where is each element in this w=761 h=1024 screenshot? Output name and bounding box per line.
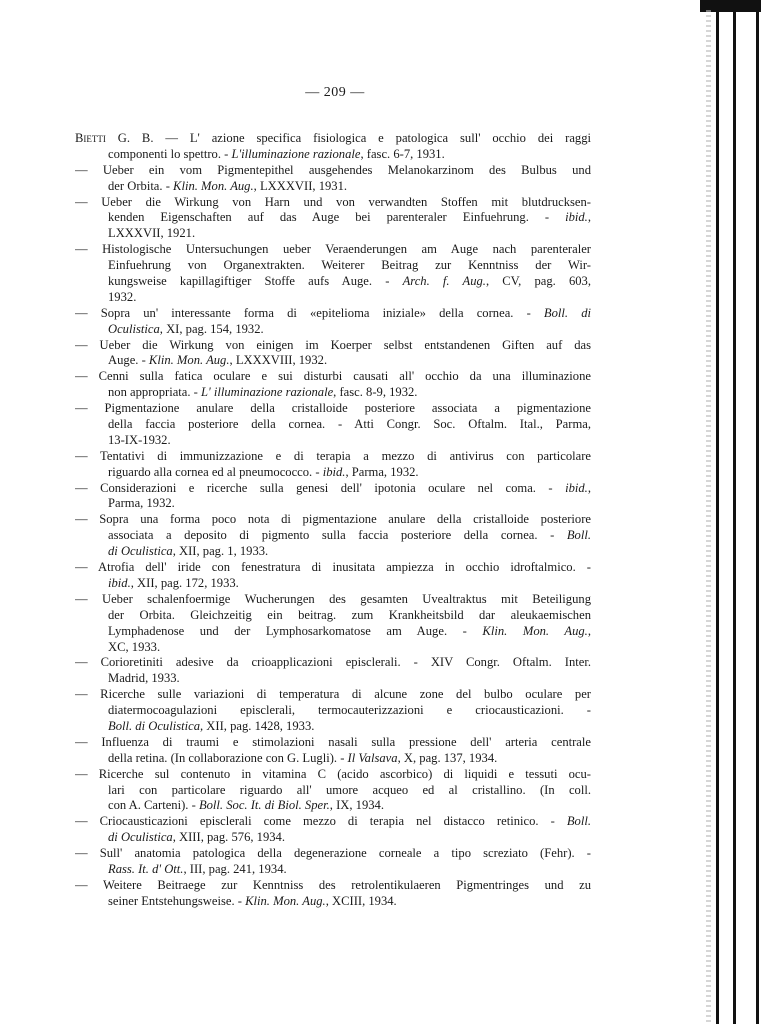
entry-text: LXXXVII, 1921. bbox=[108, 226, 196, 241]
entry-line bbox=[108, 226, 591, 242]
entry-text: XII, pag. 1428, 1933. bbox=[203, 718, 315, 733]
entry-text: , bbox=[587, 210, 591, 225]
entry-line bbox=[75, 687, 591, 703]
entry-text: della faccia posteriore della cornea. - Atti Congr. Soc. Oftalm. Ital., Parma, bbox=[108, 417, 591, 432]
journal-title: ibid. bbox=[565, 480, 588, 495]
entry-text: — Ueber die Wirkung von Harn und von verwandten Stoffen mit blutdrucksen- bbox=[75, 194, 591, 209]
bibliography-entry bbox=[75, 846, 591, 878]
entry-text: — Cenni sulla fatica oculare e sui disturbi causati all' occhio da una illuminazione bbox=[75, 369, 591, 384]
entry-text: , XI, pag. 154, 1932. bbox=[159, 321, 264, 336]
entry-text: riguardo alla cornea ed al pneumococco. - bbox=[108, 464, 323, 479]
entry-text: , XII, pag. 1, 1933. bbox=[172, 544, 269, 559]
entry-text: non appropriata. - bbox=[108, 385, 202, 400]
entry-text: lari con particolare riguardo all' umore acqueo ed al cristallino. (In coll. bbox=[108, 782, 591, 797]
entry-text: — Criocausticazioni episclerali come mezzo di terapia nel distacco retinico. - bbox=[75, 814, 567, 829]
entry-line bbox=[108, 417, 591, 433]
entry-text: — Weitere Beitraege zur Kenntniss des retrolentikulaeren Pigmentringes und zu bbox=[75, 877, 591, 892]
entry-text: — Ueber ein vom Pigmentepithel ausgehendes Melanokarzinom des Bulbus und bbox=[75, 162, 591, 177]
journal-title: Oculistica bbox=[108, 321, 160, 336]
entry-text: — Pigmentazione anulare della cristalloide posteriore associata a pigmentazione bbox=[75, 401, 591, 416]
entry-text: 13-IX-1932. bbox=[108, 432, 171, 447]
bibliography-list bbox=[75, 131, 591, 910]
entry-text: der Orbita. Gleichzeitig ein beitrag. zum Krankheitsbild dar aleukaemischen bbox=[108, 607, 591, 622]
entry-text: , LXXXVII, 1931. bbox=[253, 178, 348, 193]
bibliography-entry bbox=[75, 767, 591, 815]
page-edge-line bbox=[733, 10, 736, 1024]
entry-line bbox=[108, 671, 591, 687]
entry-line bbox=[108, 496, 591, 512]
entry-line bbox=[75, 512, 591, 528]
entry-text: , IX, 1934. bbox=[329, 798, 384, 813]
entry-line bbox=[108, 528, 591, 544]
bibliography-entry bbox=[75, 735, 591, 767]
entry-line bbox=[108, 322, 591, 338]
book-binding-shadow bbox=[706, 10, 711, 1024]
bibliography-entry bbox=[75, 655, 591, 687]
journal-title: ibid. bbox=[322, 464, 346, 479]
entry-line bbox=[108, 783, 591, 799]
entry-line bbox=[75, 592, 591, 608]
bibliography-entry bbox=[75, 369, 591, 401]
journal-title: ibid. bbox=[565, 210, 588, 225]
entry-text: — Ricerche sulle variazioni di temperatura di alcune zone del bulbo oculare per bbox=[75, 687, 591, 702]
entry-line bbox=[108, 576, 591, 592]
entry-text: con A. Carteni). - bbox=[108, 798, 199, 813]
entry-line bbox=[108, 862, 591, 878]
entry-line bbox=[75, 401, 591, 417]
entry-line bbox=[108, 274, 591, 290]
entry-text: — Ricerche sul contenuto in vitamina C (acido ascorbico) di liquidi e tessuti ocu- bbox=[75, 766, 591, 781]
entry-line bbox=[108, 608, 591, 624]
entry-line bbox=[75, 369, 591, 385]
entry-text: 1932. bbox=[108, 289, 137, 304]
bibliography-entry bbox=[75, 449, 591, 481]
entry-text: diatermocoagulazioni episclerali, termocauterizzazioni e criocausticazioni. - bbox=[108, 703, 591, 718]
entry-line bbox=[108, 179, 591, 195]
entry-text: Parma, 1932. bbox=[108, 496, 175, 511]
entry-text: della retina. (In collaborazione con G. Lugli). - bbox=[108, 750, 348, 765]
journal-title: di Oculistica bbox=[108, 544, 173, 559]
bibliography-entry bbox=[75, 560, 591, 592]
entry-text: , bbox=[587, 623, 591, 638]
journal-title: Il Valsava bbox=[347, 750, 398, 765]
entry-line bbox=[75, 195, 591, 211]
entry-text: Lymphadenose und der Lymphosarkomatose am Auge. - bbox=[108, 623, 483, 638]
entry-line bbox=[75, 242, 591, 258]
journal-title: ibid. bbox=[108, 575, 131, 590]
entry-text: — Corioretiniti adesive da crioapplicazioni episclerali. - XIV Congr. Oftalm. Inter. bbox=[75, 655, 591, 670]
bibliography-entry bbox=[75, 481, 591, 513]
entry-line bbox=[75, 163, 591, 179]
bibliography-entry bbox=[75, 131, 591, 163]
entry-text: — Ueber schalenfoermige Wucherungen des gesamten Uvealtraktus mit Beteiligung bbox=[75, 591, 591, 606]
author-name: Bietti bbox=[75, 131, 106, 145]
page-number: — 209 — bbox=[305, 85, 365, 100]
bibliography-entry bbox=[75, 242, 591, 306]
journal-title: Klin. Mon. Aug. bbox=[148, 353, 230, 368]
bibliography-entry bbox=[75, 512, 591, 560]
page-edge-line bbox=[716, 10, 719, 1024]
journal-title: L'illuminazione razionale bbox=[231, 146, 361, 161]
entry-text: componenti lo spettro. - bbox=[108, 146, 232, 161]
bibliography-entry bbox=[75, 401, 591, 449]
journal-title: Klin. Mon. Aug. bbox=[482, 623, 588, 638]
entry-line bbox=[75, 846, 591, 862]
bibliography-entry bbox=[75, 878, 591, 910]
journal-title: Boll. Soc. It. di Biol. Sper. bbox=[198, 798, 330, 813]
journal-title: Boll. bbox=[566, 528, 591, 543]
entry-text: — Histologische Untersuchungen ueber Veraenderungen am Auge nach parenteraler bbox=[75, 242, 591, 257]
entry-text: — Sopra una forma poco nota di pigmentazione anulare della cristalloide posteriore bbox=[75, 512, 591, 527]
bibliography-entry bbox=[75, 687, 591, 735]
journal-title: L' illuminazione razionale bbox=[201, 385, 334, 400]
entry-line bbox=[108, 433, 591, 449]
entry-line bbox=[75, 338, 591, 354]
entry-line bbox=[108, 465, 591, 481]
entry-line bbox=[75, 878, 591, 894]
entry-line bbox=[108, 544, 591, 560]
entry-line bbox=[75, 131, 591, 147]
entry-text: seiner Entstehungsweise. - bbox=[108, 893, 246, 908]
journal-title: di Oculistica bbox=[108, 830, 173, 845]
entry-text: associata a deposito di pigmento sulla faccia posteriore della cornea. - bbox=[108, 528, 567, 543]
journal-title: Arch. f. Aug. bbox=[402, 274, 486, 289]
entry-line bbox=[108, 894, 591, 910]
bibliography-entry bbox=[75, 814, 591, 846]
entry-text: , fasc. 8-9, 1932. bbox=[333, 385, 418, 400]
entry-line bbox=[108, 385, 591, 401]
journal-title: Boll. di bbox=[543, 305, 591, 320]
entry-text: kungsweise kapillagiftiger Stoffe aufs Auge. - bbox=[108, 274, 403, 289]
entry-text: — Influenza di traumi e stimolazioni nasali sulla pressione dell' arteria centrale bbox=[75, 734, 591, 749]
entry-line bbox=[108, 624, 591, 640]
entry-line bbox=[75, 449, 591, 465]
entry-line bbox=[108, 640, 591, 656]
entry-text: , LXXXVIII, 1932. bbox=[229, 353, 328, 368]
bibliography-entry bbox=[75, 163, 591, 195]
entry-text: Madrid, 1933. bbox=[108, 671, 180, 686]
journal-title: Klin. Mon. Aug. bbox=[245, 893, 326, 908]
journal-title: Rass. It. d' Ott. bbox=[108, 861, 184, 876]
bibliography-entry bbox=[75, 338, 591, 370]
entry-text: , XII, pag. 172, 1933. bbox=[130, 575, 239, 590]
entry-line bbox=[75, 560, 591, 576]
entry-line bbox=[108, 751, 591, 767]
entry-text: G. B. — L' azione specifica fisiologica e patologica sull' occhio dei raggi bbox=[105, 131, 591, 145]
entry-line bbox=[75, 735, 591, 751]
bibliography-entry bbox=[75, 306, 591, 338]
entry-text: , CV, pag. 603, bbox=[485, 274, 591, 289]
entry-line bbox=[108, 353, 591, 369]
entry-line bbox=[75, 814, 591, 830]
entry-line bbox=[108, 290, 591, 306]
entry-line bbox=[75, 655, 591, 671]
bibliography-entry bbox=[75, 592, 591, 656]
entry-text: , XCIII, 1934. bbox=[325, 893, 397, 908]
entry-line bbox=[108, 210, 591, 226]
entry-text: , X, pag. 137, 1934. bbox=[397, 750, 498, 765]
entry-text: XC, 1933. bbox=[108, 639, 161, 654]
entry-line bbox=[75, 306, 591, 322]
entry-line bbox=[108, 830, 591, 846]
page-edge-line bbox=[756, 10, 759, 1024]
entry-text: — Sopra un' interessante forma di «epitelioma iniziale» della cornea. - bbox=[75, 305, 544, 320]
entry-text: Einfuehrung von Organextrakten. Weiterer Beitrag zur Kenntniss der Wir- bbox=[108, 258, 591, 273]
journal-title: Klin. Mon. Aug. bbox=[173, 178, 254, 193]
entry-text: — Considerazioni e ricerche sulla genesi dell' ipotonia oculare nel coma. - bbox=[75, 480, 566, 495]
entry-text: , bbox=[587, 480, 591, 495]
entry-text: , Parma, 1932. bbox=[345, 464, 419, 479]
entry-text: , fasc. 6-7, 1931. bbox=[360, 146, 445, 161]
entry-line bbox=[108, 147, 591, 163]
entry-line bbox=[75, 481, 591, 497]
entry-text: — Atrofia dell' iride con fenestratura di inusitata ampiezza in occhio idroftalmico. - bbox=[75, 560, 591, 575]
journal-title: Boll. di Oculistica, bbox=[108, 718, 204, 733]
entry-text: Auge. - bbox=[108, 353, 149, 368]
journal-title: Boll. bbox=[566, 814, 591, 829]
entry-text: der Orbita. - bbox=[108, 178, 174, 193]
entry-line bbox=[75, 767, 591, 783]
entry-line bbox=[108, 798, 591, 814]
entry-line bbox=[108, 703, 591, 719]
bibliography-entry bbox=[75, 195, 591, 243]
entry-text: , XIII, pag. 576, 1934. bbox=[172, 830, 285, 845]
entry-text: , III, pag. 241, 1934. bbox=[183, 861, 287, 876]
entry-text: kenden Eigenschaften auf das Auge bei parenteraler Einfuehrung. - bbox=[108, 210, 566, 225]
entry-text: — Tentativi di immunizzazione e di terapia a mezzo di antivirus con particolare bbox=[75, 448, 591, 463]
entry-line bbox=[108, 258, 591, 274]
entry-text: — Sull' anatomia patologica della degenerazione corneale a tipo screziato (Fehr). - bbox=[75, 846, 591, 861]
entry-text: — Ueber die Wirkung von einigen im Koerper selbst entstandenen Giften auf das bbox=[75, 337, 591, 352]
entry-line bbox=[108, 719, 591, 735]
